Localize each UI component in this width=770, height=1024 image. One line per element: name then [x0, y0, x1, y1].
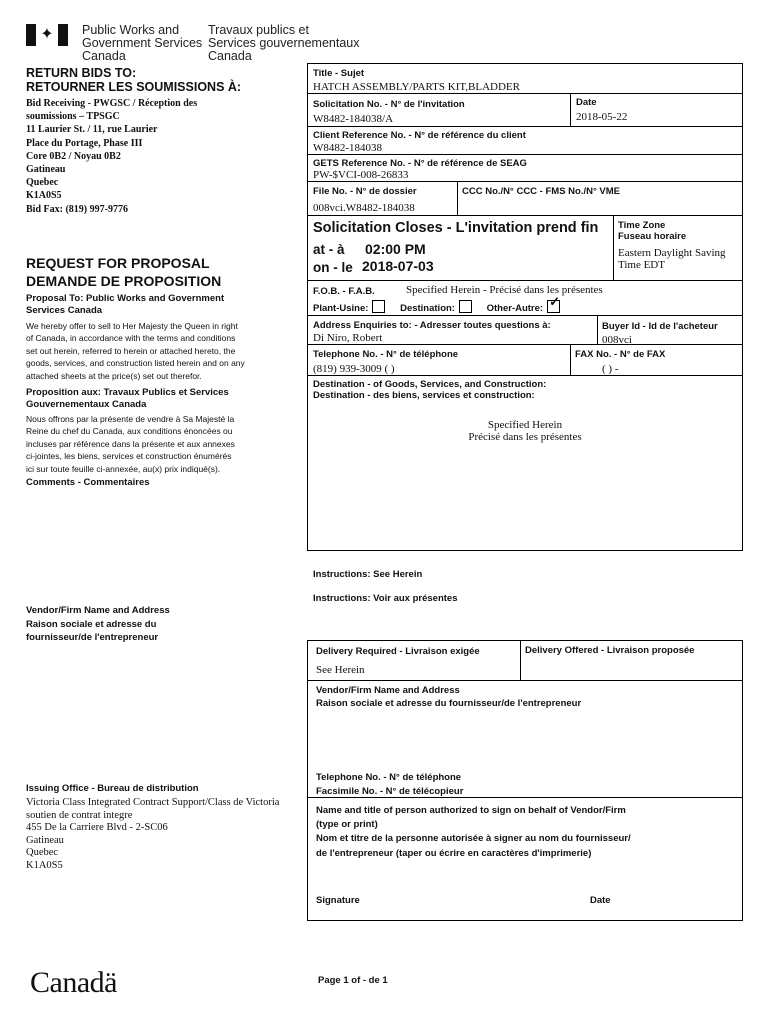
offer-text-en: We hereby offer to sell to Her Majesty the Queen in right of Canada, in accordance with the terms and conditions set out herein, referred to herein or attached hereto, the goods, services, and construction listed herein and on any attached sheets at the price(s) set out therefor.: [26, 321, 245, 381]
solicitation-closes-title: Solicitation Closes - L'invitation prend fin: [313, 220, 599, 236]
signature-date-label[interactable]: Date: [590, 895, 611, 906]
time-zone-value: Eastern Daylight Saving Time EDT: [618, 247, 726, 271]
address-enquiries-label: Address Enquiries to: - Adresser toutes questions à:: [313, 320, 551, 331]
fax-label: FAX No. - N° de FAX: [575, 349, 666, 360]
return-bids-address: Bid Receiving - PWGSC / Réception des soumissions – TPSGC 11 Laurier St. / 11, rue Laurier Place du Portage, Phase III Core 0B2 / Noyau 0B2 Gatineau Quebec K1A0S5 Bid Fax: (819) 997-9776: [26, 98, 198, 215]
title-label: Title - Sujet: [313, 68, 365, 79]
gets-reference-value: PW-$VCI-008-26833: [313, 169, 409, 181]
date-value: 2018-05-22: [576, 111, 628, 123]
date-label: Date: [576, 97, 597, 108]
on-label: on - le: [313, 260, 353, 275]
delivery-required-value: See Herein: [316, 664, 365, 676]
vendor-name-address-field[interactable]: [316, 712, 736, 766]
fax-value: ( ) -: [602, 363, 619, 375]
authorized-person-label: Name and title of person authorized to sign on behalf of Vendor/Firm (type or print) Nom et titre de la personne autorisée à signer au nom du fournisseur/ de l'entrepreneur (taper ou écrire en caractères d'imprimerie): [316, 805, 631, 859]
closing-date-value: 2018-07-03: [362, 258, 434, 274]
title-value: HATCH ASSEMBLY/PARTS KIT,BLADDER: [313, 81, 520, 93]
solicitation-no-label: Solicitation No. - N° de l'invitation: [313, 99, 465, 110]
solicitation-no-value: W8482-184038/A: [313, 113, 394, 125]
instructions-fr: Instructions: Voir aux présentes: [313, 593, 458, 604]
return-bids-heading: RETURN BIDS TO: RETOURNER LES SOUMISSIONS À:: [26, 66, 242, 94]
destination-label: Destination:: [400, 303, 455, 314]
at-label: at - à: [313, 242, 345, 257]
page-number: Page 1 of - de 1: [318, 975, 388, 986]
fob-value: Specified Herein - Précisé dans les présentes: [406, 284, 603, 296]
proposition-aux: Proposition aux: Travaux Publics et Services Gouvernementaux Canada: [26, 387, 229, 410]
comments-label: Comments - Commentaires: [26, 477, 150, 488]
time-zone-label: Time Zone Fuseau horaire: [618, 220, 687, 242]
gets-reference-label: GETS Reference No. - N° de référence de SEAG: [313, 158, 527, 169]
vendor-phone-fax-labels: Telephone No. - N° de téléphone Facsimile No. - N° de télécopieur: [316, 772, 464, 797]
buyer-id-label: Buyer Id - Id de l'acheteur: [602, 321, 718, 332]
proposal-to: Proposal To: Public Works and Government Services Canada: [26, 293, 225, 316]
telephone-label: Telephone No. - N° de téléphone: [313, 349, 459, 360]
vendor-name-address-label: Vendor/Firm Name and Address Raison sociale et adresse du fournisseur/de l'entrepreneur: [316, 685, 582, 709]
fob-options: [313, 300, 560, 314]
telephone-value: (819) 939-3009 ( ): [313, 363, 395, 375]
other-autre-label: Other-Autre:: [486, 303, 544, 314]
department-name-en: Public Works and Government Services Canada: [82, 23, 203, 63]
issuing-office-label: Issuing Office - Bureau de distribution: [26, 783, 199, 794]
issuing-office-address: Victoria Class Integrated Contract Support/Class de Victoria soutien de contrat integre 455 De la Carriere Blvd - 2-SC06 Gatineau Quebec K1A0S5: [26, 797, 280, 871]
signature-label[interactable]: Signature: [316, 895, 360, 906]
canada-flag-icon: [26, 24, 68, 46]
destination-goods-value: Specified Herein Précisé dans les présentes: [468, 419, 582, 443]
client-reference-value: W8482-184038: [313, 142, 383, 154]
buyer-id-value: 008vci: [602, 334, 632, 346]
other-autre-checkbox[interactable]: [547, 300, 560, 313]
ccc-no-label: CCC No./N° CCC - FMS No./N° VME: [462, 186, 621, 197]
instructions-en: Instructions: See Herein: [313, 569, 423, 580]
plant-usine-label: Plant-Usine:: [313, 303, 369, 314]
delivery-required-label: Delivery Required - Livraison exigée: [316, 646, 480, 657]
fob-label: F.O.B. - F.A.B.: [313, 286, 375, 297]
canada-wordmark-logo: Canadä: [30, 966, 117, 999]
destination-goods-label: Destination - of Goods, Services, and Construction: Destination - des biens, services et construction:: [313, 379, 547, 401]
file-no-label: File No. - N° de dossier: [313, 186, 417, 197]
department-name-fr: Travaux publics et Services gouvernementaux Canada: [208, 23, 360, 63]
maple-leaf-icon: ✦: [40, 26, 54, 43]
closing-time-value: 02:00 PM: [365, 241, 426, 257]
file-no-value: 008vci.W8482-184038: [313, 202, 415, 214]
vendor-firm-label: Vendor/Firm Name and Address Raison sociale et adresse du fournisseur/de l'entrepreneur: [26, 605, 170, 643]
delivery-offered-label[interactable]: Delivery Offered - Livraison proposée: [525, 645, 695, 656]
client-reference-label: Client Reference No. - N° de référence du client: [313, 130, 526, 141]
offer-text-fr: Nous offrons par la présente de vendre à Sa Majesté la Reine du chef du Canada, aux conditions énoncées ou incluses par référence dans la présente et aux annexes ci-jointes, les biens, services et construction énumérés ici sur toute feuille ci-annexée, au(x) prix indiqué(s).: [26, 414, 235, 474]
destination-checkbox[interactable]: [459, 300, 472, 313]
plant-usine-checkbox[interactable]: [372, 300, 385, 313]
address-enquiries-value: Di Niro, Robert: [313, 332, 383, 344]
rfp-title: REQUEST FOR PROPOSAL DEMANDE DE PROPOSITION: [26, 255, 222, 289]
